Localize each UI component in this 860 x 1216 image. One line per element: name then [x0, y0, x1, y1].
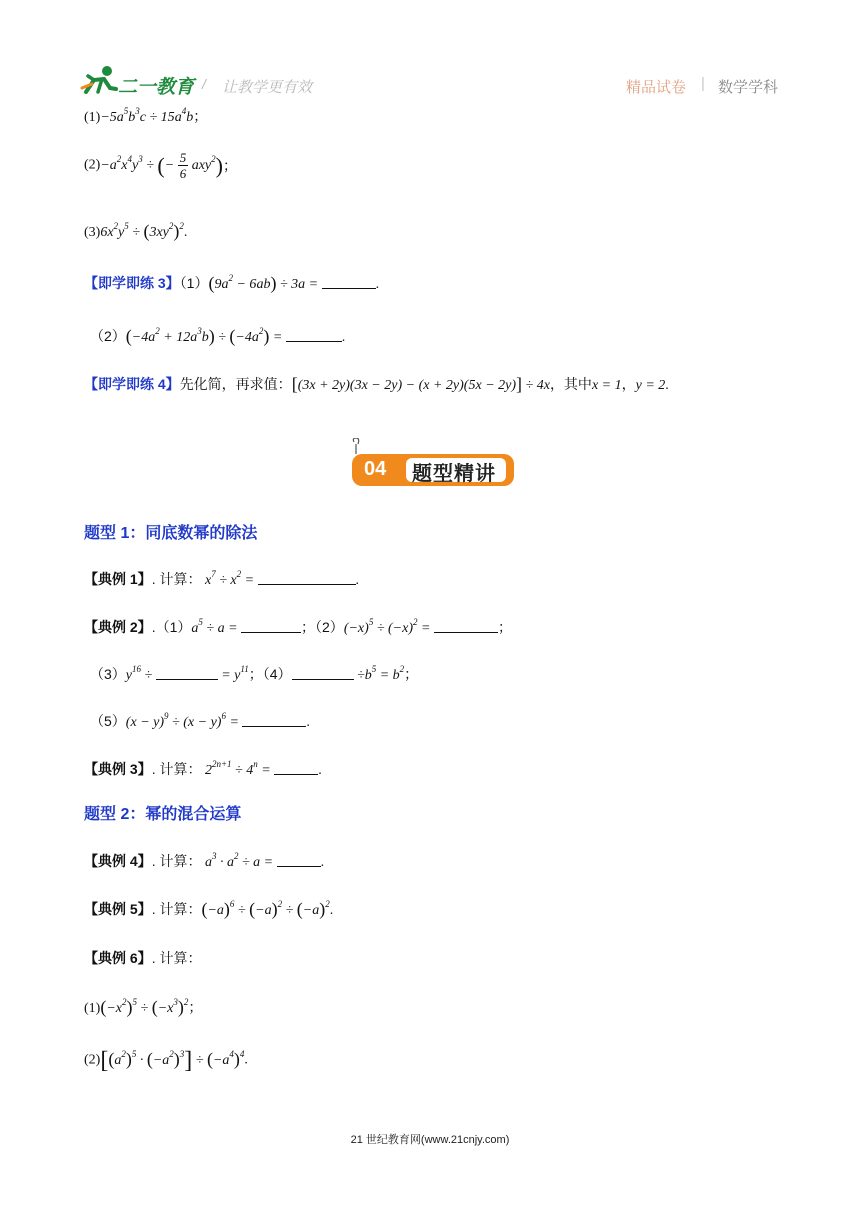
example-1: 【典例 1】. 计算： $x^7 \div x^2$ = .: [84, 569, 360, 588]
math-expression: = $y^{11}$: [217, 664, 249, 683]
item-end: ；: [497, 619, 512, 635]
math-expression: $(x - y)^9 \div (x - y)^6$ =: [125, 711, 243, 730]
example-tag: 【典例 1】: [84, 571, 152, 587]
math-expression: $\div b^5 = b^2$: [353, 664, 405, 683]
example-2-line-3: $(5)(x - y)^9 \div (x - y)^6$ = .: [90, 711, 310, 730]
practice-3-line-2: $(2)(-4a^2 + 12a^3b) \div (-4a^2)$ = .: [90, 326, 346, 346]
math-expression: $(-x^2)^5 \div (-x^3)^2$: [100, 997, 189, 1017]
item-end: .: [183, 225, 188, 240]
example-lead: . 计算：: [151, 950, 202, 966]
example-tag: 【典例 4】: [84, 853, 152, 869]
exercise-item-1: [84, 106, 207, 126]
item-label: (1): [84, 1001, 101, 1016]
example-6-item-1: [84, 997, 202, 1018]
answer-blank[interactable]: [242, 714, 306, 727]
math-expression: $(-a)^6 \div (-a)^2 \div (-a)^2$: [201, 899, 330, 919]
math-expression: $x^7 \div x^2$ =: [204, 569, 258, 588]
section-heading-type-1: 题型 1：同底数幂的除法: [84, 525, 258, 542]
header-separator: |: [701, 75, 705, 92]
header-label-premium: 精品试卷: [626, 79, 687, 96]
item-label: （5）: [90, 713, 126, 729]
item-label: （2）: [90, 328, 126, 344]
math-expression: $-5a^5b^3c \div 15a^4b$: [100, 106, 194, 125]
example-tag: 【典例 3】: [84, 761, 152, 777]
example-lead: . 计算：: [151, 853, 202, 869]
item-label: (2): [84, 1052, 101, 1068]
example-2-line-2: [90, 664, 418, 684]
example-4: 【典例 4】. 计算： $a^3 \cdot a^2 \div a$ = .: [84, 851, 325, 870]
item-label: ；（2）: [301, 619, 344, 635]
exercise-item-3: [84, 221, 187, 242]
page-footer: 21 世纪教育网(www.21cnjy.com): [350, 1134, 510, 1146]
answer-blank[interactable]: [156, 667, 218, 680]
example-tag: 【典例 6】: [84, 950, 152, 966]
math-expression: $(-4a^2 + 12a^3b) \div (-4a^2)$ =: [125, 326, 286, 346]
badge-number: 04: [364, 458, 387, 480]
x-value: x = 1: [591, 378, 622, 393]
math-expression: $(-x)^5 \div (-x)^2$ =: [343, 617, 434, 636]
item-label: (1): [84, 110, 101, 125]
math-expression: $y^{16}$ ÷: [125, 664, 156, 683]
answer-blank[interactable]: [286, 329, 342, 342]
practice-3-line-1: 【即学即练 3】$(1)(9a^2 - 6ab) \div 3a$ = .: [84, 273, 380, 293]
example-5: 【典例 5】. 计算：$(-a)^6 \div (-a)^2 \div (-a)^2$.: [84, 899, 334, 919]
answer-blank[interactable]: [292, 667, 354, 680]
math-expression: [(3x + 2y)(3x − 2y) − (x + 2y)(5x − 2y)] ÷ 4x: [291, 374, 550, 394]
slogan-separator: /: [202, 76, 206, 92]
item-end: ；: [188, 999, 203, 1015]
example-tag: 【典例 2】: [84, 619, 152, 635]
item-label: （3）: [90, 666, 126, 682]
exercise-item-2: [84, 150, 237, 181]
section-badge: [350, 438, 518, 490]
practice-lead: 先化简，再求值：: [179, 376, 292, 392]
example-lead: . 计算：: [151, 761, 202, 777]
math-expression: $(9a^2 - 6ab) \div 3a$ =: [208, 273, 322, 293]
math-expression: $a^5 \div a$ =: [191, 617, 242, 636]
item-label: ；（4）: [248, 666, 292, 682]
example-tag: 【典例 5】: [84, 901, 152, 917]
end-mark: .: [665, 378, 669, 393]
comma: ，: [621, 376, 636, 392]
item-label: (3): [84, 225, 101, 240]
brand-name: 二一教育: [118, 77, 195, 98]
condition-text: ，其中: [549, 376, 592, 392]
badge-title: 题型精讲: [412, 463, 496, 485]
practice-tag: 【即学即练 4】: [84, 376, 180, 392]
item-label: (2): [84, 157, 101, 173]
example-lead: . 计算：: [151, 901, 202, 917]
answer-blank[interactable]: [241, 620, 301, 633]
section-heading-type-2: 题型 2：幂的混合运算: [84, 806, 242, 823]
answer-blank[interactable]: [277, 854, 321, 867]
example-lead: . 计算：: [151, 571, 202, 587]
brand-slogan: 让教学更有效: [222, 79, 313, 96]
header-label-subject: 数学学科: [718, 79, 779, 96]
runner-logo-icon: [80, 64, 120, 98]
math-expression: $[(a^2)^5 \cdot (-a^2)^3] \div (-a^4)^4$: [100, 1047, 245, 1073]
item-end: ；: [404, 666, 419, 682]
item-end: ；: [222, 159, 237, 175]
math-expression: $-a^2x^4y^3$ ÷ (− $\frac{5}{6}$ axy$^2$): [100, 150, 223, 181]
answer-blank[interactable]: [274, 762, 318, 775]
math-expression: $6x^2y^5 \div (3xy^2)^2$: [100, 221, 184, 241]
item-label: .（1）: [151, 619, 192, 635]
example-6-item-2: $(2)[(a^2)^5 \cdot (-a^2)^3] \div (-a^4)^4$.: [84, 1047, 248, 1073]
example-3: 【典例 3】. 计算： $2^{2n+1} \div 4^n$ = .: [84, 759, 322, 778]
answer-blank[interactable]: [434, 620, 498, 633]
math-expression: $2^{2n+1} \div 4^n$ =: [204, 759, 275, 778]
example-6: [84, 948, 201, 968]
item-label: （1）: [179, 275, 209, 291]
practice-4: [84, 374, 669, 395]
math-expression: $a^3 \cdot a^2 \div a$ =: [204, 851, 277, 870]
y-value: y = 2: [635, 378, 666, 393]
answer-blank[interactable]: [322, 276, 376, 289]
example-2-line-1: [84, 617, 512, 637]
item-end: ；: [193, 110, 208, 125]
practice-tag: 【即学即练 3】: [84, 275, 180, 291]
answer-blank[interactable]: [258, 572, 356, 585]
